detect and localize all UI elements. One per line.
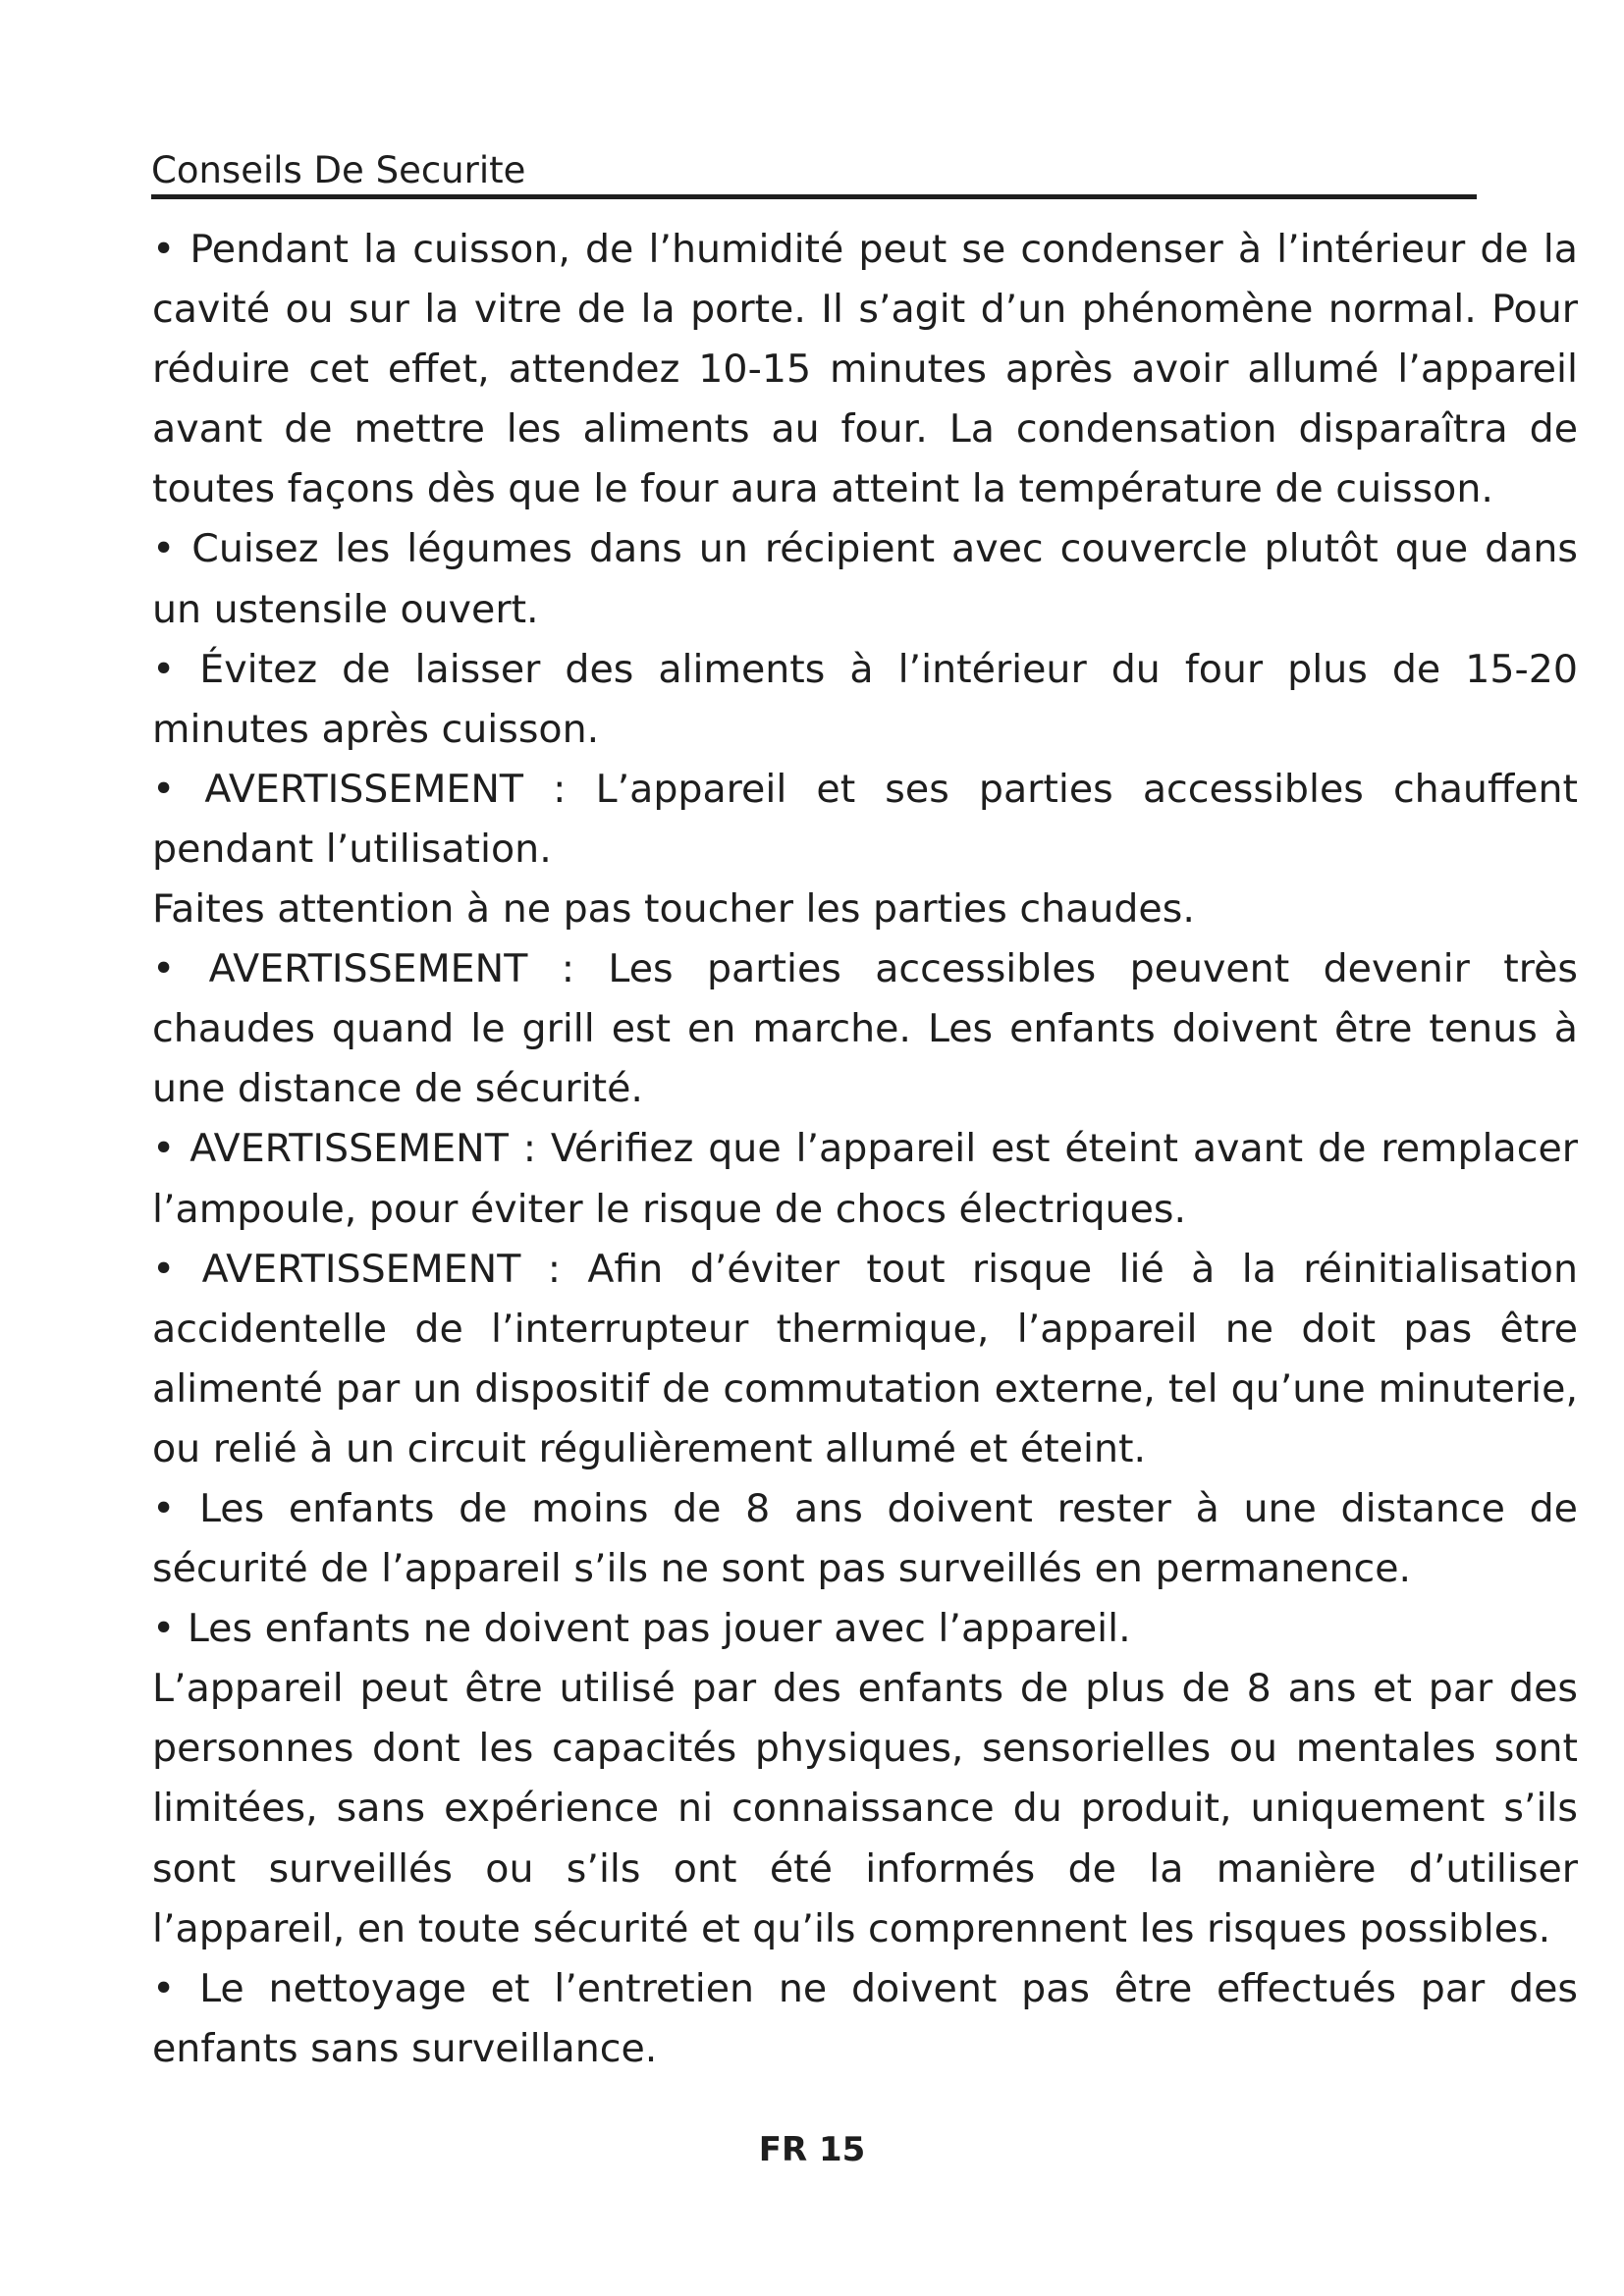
page-number: FR 15 <box>758 2130 866 2169</box>
safety-instructions-body <box>152 220 1578 2079</box>
paragraph-cleaning: • Le nettoyage et l’entretien ne doivent pas être effectués par des enfants sans surveillance. <box>152 1965 1578 2071</box>
paragraph-children-play: • Les enfants ne doivent pas jouer avec l’appareil. <box>152 1606 1131 1652</box>
paragraph-warning-bulb: • AVERTISSEMENT : Vérifiez que l’appareil est éteint avant de remplacer l’ampoule, pour éviter le risque de chocs électriques. <box>152 1126 1578 1232</box>
paragraph-condensation: • Pendant la cuisson, de l’humidité peut se condenser à l’intérieur de la cavité ou sur la vitre de la porte. Il s’agit d’un phénomène normal. Pour réduire cet effet, attendez 10-15 minutes après avoir allumé l’appareil avant de mettre les aliments au four. La condensation disparaîtra de toutes façons dès que le four aura atteint la température de cuisson. <box>152 227 1578 512</box>
paragraph-warning-hot-parts: • AVERTISSEMENT : L’appareil et ses parties accessibles chauffent pendant l’utilisation. <box>152 766 1578 872</box>
paragraph-supervised-use: L’appareil peut être utilisé par des enfants de plus de 8 ans et par des personnes dont les capacités physiques, sensorielles ou mentales sont limitées, sans expérience ni connaissance du produit, uniquement s’ils sont surveillés ou s’ils ont été informés de la manière d’utiliser l’appareil, en toute sécurité et qu’ils comprennent les risques possibles. <box>152 1666 1578 1951</box>
paragraph-children-distance: • Les enfants de moins de 8 ans doivent rester à une distance de sécurité de l’appareil s’ils ne sont pas surveillés en permanence. <box>152 1485 1578 1592</box>
paragraph-avoid-touching: Faites attention à ne pas toucher les parties chaudes. <box>152 886 1195 933</box>
paragraph-vegetables: • Cuisez les légumes dans un récipient avec couvercle plutôt que dans un ustensile ouvert. <box>152 526 1578 632</box>
paragraph-warning-thermal-switch: • AVERTISSEMENT : Afin d’éviter tout risque lié à la réinitialisation accidentelle de l’interrupteur thermique, l’appareil ne doit pas être alimenté par un dispositif de commutation externe, tel qu’une minuterie, ou relié à un circuit régulièrement allumé et éteint. <box>152 1246 1578 1471</box>
paragraph-warning-grill: • AVERTISSEMENT : Les parties accessibles peuvent devenir très chaudes quand le grill est en marche. Les enfants doivent être tenus à une distance de sécurité. <box>152 946 1578 1112</box>
section-header <box>151 147 1477 199</box>
paragraph-leftover-food: • Évitez de laisser des aliments à l’intérieur du four plus de 15-20 minutes après cuisson. <box>152 646 1578 752</box>
section-title: Conseils De Securite <box>151 149 526 191</box>
